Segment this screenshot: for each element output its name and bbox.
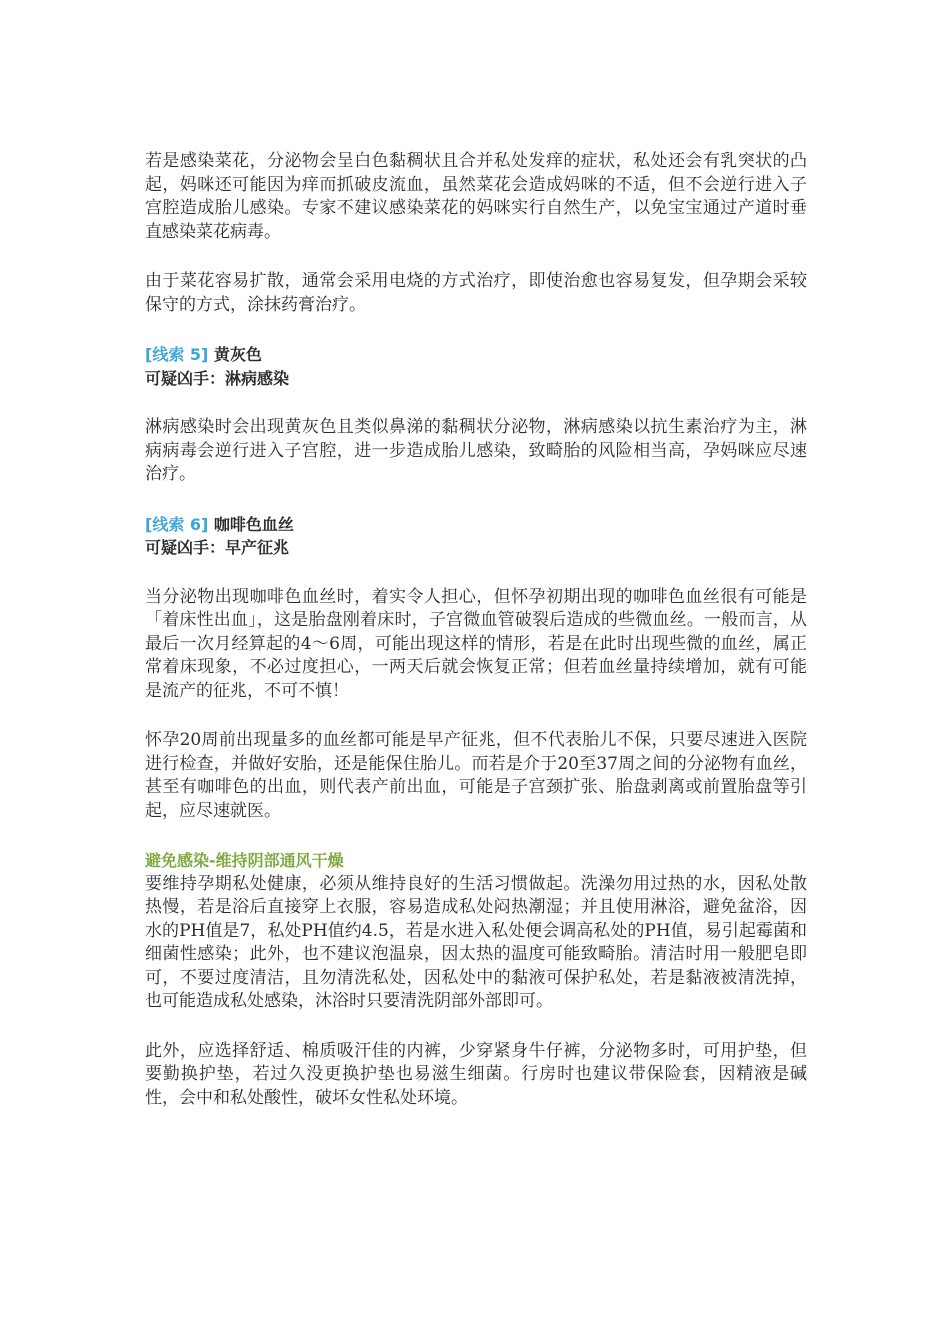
clue-6-title: 咖啡色血丝 — [213, 514, 294, 534]
clue-5-tag: [线索 5] — [145, 345, 209, 364]
paragraph-warts-treatment: 由于菜花容易扩散，通常会采用电烧的方式治疗，即使治愈也容易复发，但孕期会采较保守的方式，涂抹药膏治疗。 — [145, 271, 807, 315]
clue-6-suspect: 可疑凶手：早产征兆 — [145, 538, 290, 557]
clue-6-heading — [145, 513, 807, 537]
clue-5-heading — [145, 343, 807, 367]
paragraph-underwear-advice: 此外，应选择舒适、棉质吸汗佳的内裤，少穿紧身牛仔裤，分泌物多时，可用护垫，但要勤换护垫，若过久没更换护垫也易滋生细菌。行房时也建议带保险套，因精液是碱性，会中和私处酸性，破坏女性私处环境。 — [145, 1040, 807, 1108]
clue-6-tag: [线索 6] — [145, 514, 209, 534]
clue-5-suspect: 可疑凶手：淋病感染 — [145, 368, 290, 388]
document-page — [145, 150, 807, 1136]
prevention-heading: 避免感染-维持阴部通风干燥 — [145, 851, 344, 870]
paragraph-hygiene-habits: 要维持孕期私处健康，必须从维持良好的生活习惯做起。洗澡勿用过热的水，因私处散热慢，若是浴后直接穿上衣服，容易造成私处闷热潮湿；并且使用淋浴，避免盆浴，因水的PH值是7，私处PH值约4.5，若是水进入私处便会调高私处的PH值，易引起霉菌和细菌性感染；此外，也不建议泡温泉，因太热的温度可能致畸胎。清洁时用一般肥皂即可，不要过度清洁，且勿清洗私处，因私处中的黏液可保护私处，若是黏液被清洗掉，也可能造成私处感染，沐浴时只要清洗阴部外部即可。 — [145, 873, 807, 1011]
paragraph-gonorrhea: 淋病感染时会出现黄灰色且类似鼻涕的黏稠状分泌物，淋病感染以抗生素治疗为主，淋病病毒会逆行进入子宫腔，进一步造成胎儿感染，致畸胎的风险相当高，孕妈咪应尽速治疗。 — [145, 417, 807, 484]
clue-5-title: 黄灰色 — [213, 345, 262, 364]
paragraph-brown-spotting: 当分泌物出现咖啡色血丝时，着实令人担心，但怀孕初期出现的咖啡色血丝很有可能是「着床性出血」，这是胎盘刚着床时，子宫微血管破裂后造成的些微血丝。一般而言，从最后一次月经算起的4～6周，可能出现这样的情形，若是在此时出现些微的血丝，属正常着床现象，不必过度担心，一两天后就会恢复正常；但若血丝量持续增加，就有可能是流产的征兆，不可不慎！ — [145, 586, 807, 701]
paragraph-genital-warts: 若是感染菜花，分泌物会呈白色黏稠状且合并私处发痒的症状，私处还会有乳突状的凸起，妈咪还可能因为痒而抓破皮流血，虽然菜花会造成妈咪的不适，但不会逆行进入子宫腔造成胎儿感染。专家不建议感染菜花的妈咪实行自然生产，以免宝宝通过产道时垂直感染菜花病毒。 — [145, 151, 807, 242]
paragraph-preterm-signs: 怀孕20周前出现量多的血丝都可能是早产征兆，但不代表胎儿不保，只要尽速进入医院进行检查，并做好安胎，还是能保住胎儿。而若是介于20至37周之间的分泌物有血丝，甚至有咖啡色的出血，则代表产前出血，可能是子宫颈扩张、胎盘剥离或前置胎盘等引起，应尽速就医。 — [145, 730, 807, 821]
